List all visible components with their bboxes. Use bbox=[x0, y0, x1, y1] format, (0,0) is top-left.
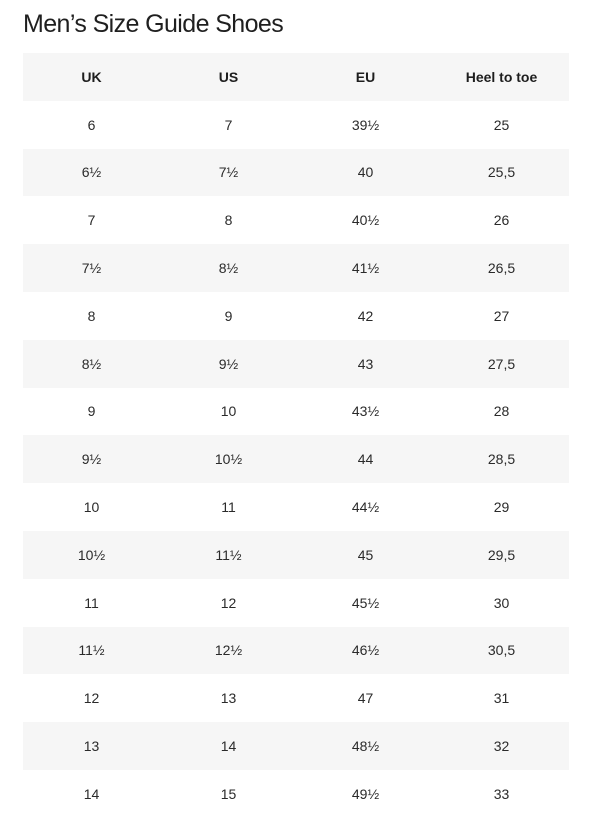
uk-size-cell: 12 bbox=[23, 674, 160, 722]
table-row bbox=[23, 627, 569, 675]
heel-to-toe-cell: 30 bbox=[434, 579, 569, 627]
eu-size-cell: 41½ bbox=[297, 244, 434, 292]
uk-size-cell: 9 bbox=[23, 388, 160, 436]
eu-size-cell: 44 bbox=[297, 435, 434, 483]
us-size-cell: 11½ bbox=[160, 531, 297, 579]
uk-size-cell: 14 bbox=[23, 770, 160, 818]
table-row bbox=[23, 674, 569, 722]
heel-to-toe-cell: 28 bbox=[434, 388, 569, 436]
uk-size-cell: 9½ bbox=[23, 435, 160, 483]
us-size-cell: 8 bbox=[160, 196, 297, 244]
eu-size-cell: 43½ bbox=[297, 388, 434, 436]
table-row bbox=[23, 579, 569, 627]
heel-to-toe-cell: 30,5 bbox=[434, 627, 569, 675]
heel-to-toe-cell: 33 bbox=[434, 770, 569, 818]
uk-size-cell: 11 bbox=[23, 579, 160, 627]
us-size-cell: 15 bbox=[160, 770, 297, 818]
uk-size-cell: 7 bbox=[23, 196, 160, 244]
table-row bbox=[23, 531, 569, 579]
table-row bbox=[23, 722, 569, 770]
table-row bbox=[23, 483, 569, 531]
eu-size-cell: 46½ bbox=[297, 627, 434, 675]
eu-size-cell: 45½ bbox=[297, 579, 434, 627]
table-row bbox=[23, 196, 569, 244]
table-row bbox=[23, 244, 569, 292]
uk-size-cell: 11½ bbox=[23, 627, 160, 675]
eu-size-cell: 40 bbox=[297, 149, 434, 197]
heel-to-toe-cell: 27,5 bbox=[434, 340, 569, 388]
us-size-cell: 10½ bbox=[160, 435, 297, 483]
heel-to-toe-cell: 25,5 bbox=[434, 149, 569, 197]
uk-size-cell: 10½ bbox=[23, 531, 160, 579]
us-size-cell: 9½ bbox=[160, 340, 297, 388]
table-header-row bbox=[23, 53, 569, 101]
uk-size-cell: 6½ bbox=[23, 149, 160, 197]
uk-size-cell: 10 bbox=[23, 483, 160, 531]
us-size-cell: 7½ bbox=[160, 149, 297, 197]
us-size-cell: 7 bbox=[160, 101, 297, 149]
eu-size-cell: 43 bbox=[297, 340, 434, 388]
us-size-cell: 8½ bbox=[160, 244, 297, 292]
uk-size-cell: 13 bbox=[23, 722, 160, 770]
eu-size-cell: 44½ bbox=[297, 483, 434, 531]
heel-to-toe-cell: 29,5 bbox=[434, 531, 569, 579]
heel-to-toe-cell: 25 bbox=[434, 101, 569, 149]
us-size-cell: 11 bbox=[160, 483, 297, 531]
uk-size-cell: 8½ bbox=[23, 340, 160, 388]
heel-to-toe-cell: 27 bbox=[434, 292, 569, 340]
eu-size-cell: 39½ bbox=[297, 101, 434, 149]
eu-size-cell: 48½ bbox=[297, 722, 434, 770]
column-header-us: US bbox=[160, 53, 297, 101]
us-size-cell: 13 bbox=[160, 674, 297, 722]
heel-to-toe-cell: 31 bbox=[434, 674, 569, 722]
size-guide-table bbox=[23, 53, 569, 818]
eu-size-cell: 45 bbox=[297, 531, 434, 579]
table-row bbox=[23, 388, 569, 436]
uk-size-cell: 6 bbox=[23, 101, 160, 149]
eu-size-cell: 49½ bbox=[297, 770, 434, 818]
table-body bbox=[23, 101, 569, 818]
uk-size-cell: 8 bbox=[23, 292, 160, 340]
us-size-cell: 12½ bbox=[160, 627, 297, 675]
uk-size-cell: 7½ bbox=[23, 244, 160, 292]
column-header-eu: EU bbox=[297, 53, 434, 101]
page-title: Men’s Size Guide Shoes bbox=[23, 10, 284, 38]
table-row bbox=[23, 770, 569, 818]
us-size-cell: 14 bbox=[160, 722, 297, 770]
table-row bbox=[23, 340, 569, 388]
table-row bbox=[23, 149, 569, 197]
table-row bbox=[23, 435, 569, 483]
heel-to-toe-cell: 26,5 bbox=[434, 244, 569, 292]
us-size-cell: 9 bbox=[160, 292, 297, 340]
heel-to-toe-cell: 28,5 bbox=[434, 435, 569, 483]
table-row bbox=[23, 101, 569, 149]
heel-to-toe-cell: 32 bbox=[434, 722, 569, 770]
heel-to-toe-cell: 26 bbox=[434, 196, 569, 244]
us-size-cell: 12 bbox=[160, 579, 297, 627]
eu-size-cell: 40½ bbox=[297, 196, 434, 244]
eu-size-cell: 47 bbox=[297, 674, 434, 722]
heel-to-toe-cell: 29 bbox=[434, 483, 569, 531]
eu-size-cell: 42 bbox=[297, 292, 434, 340]
column-header-heel-to-toe: Heel to toe bbox=[434, 53, 569, 101]
us-size-cell: 10 bbox=[160, 388, 297, 436]
table-row bbox=[23, 292, 569, 340]
column-header-uk: UK bbox=[23, 53, 160, 101]
